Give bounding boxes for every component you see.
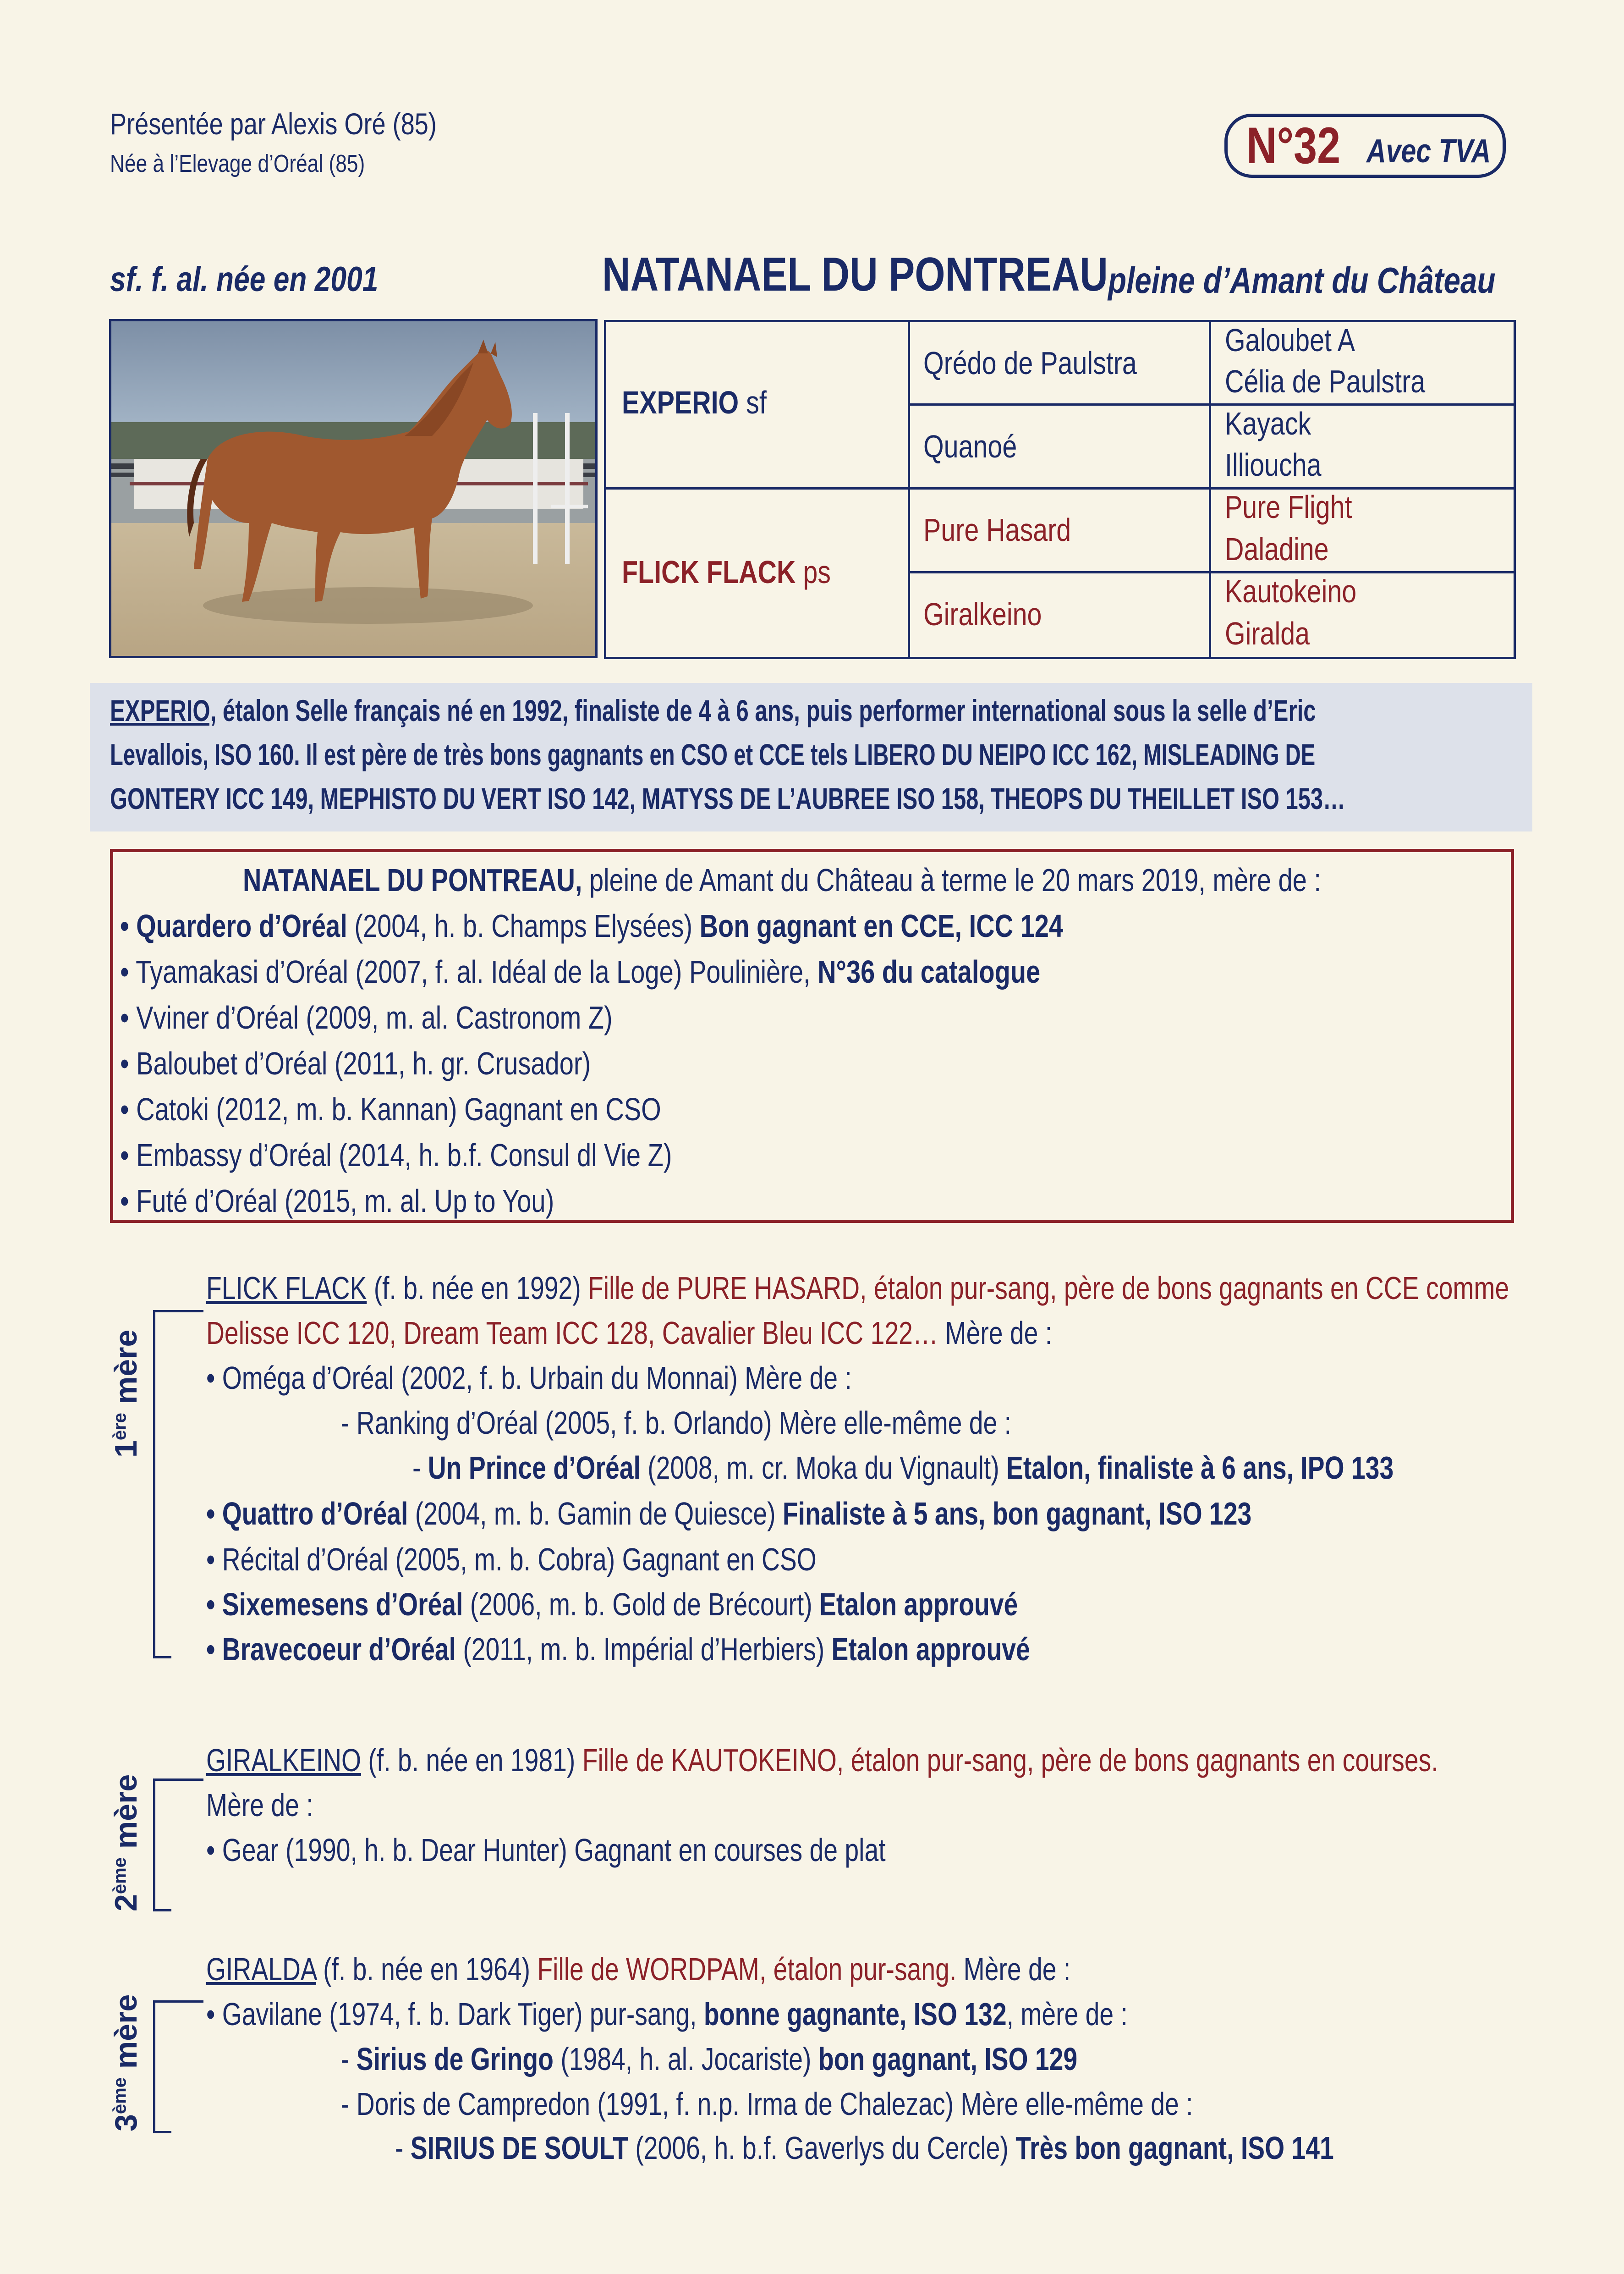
pedigree-ggp: Célia de Paulstra bbox=[1225, 363, 1426, 399]
pedigree-divider bbox=[908, 571, 1514, 573]
pedigree-ggp: Illioucha bbox=[1225, 447, 1322, 483]
third-dam-line: - SIRIUS DE SOULT (2006, h. b.f. Gaverlys du Cercle) Très bon gagnant, ISO 141 bbox=[395, 2130, 1334, 2166]
pedigree-divider bbox=[908, 322, 910, 657]
first-dam-line: • Sixemesens d’Oréal (2006, m. b. Gold de Brécourt) Etalon approuvé bbox=[206, 1586, 1018, 1622]
born-at: Née à l’Elevage d’Oréal (85) bbox=[110, 150, 365, 177]
pedigree-divider bbox=[908, 403, 1514, 406]
sire-info-line: EXPERIO, étalon Selle français né en 1992, finaliste de 4 à 6 ans, puis performer international sous la selle d’Eric bbox=[110, 694, 1316, 727]
pedigree-sire: EXPERIO sf bbox=[622, 385, 767, 420]
pedigree-sire-dam: Quanoé bbox=[923, 429, 1017, 464]
pedigree-ggp: Galoubet A bbox=[1225, 322, 1355, 358]
lot-tax: Avec TVA bbox=[1366, 133, 1491, 170]
first-dam-line: • Quattro d’Oréal (2004, m. b. Gamin de Quiesce) Finaliste à 5 ans, bon gagnant, ISO 123 bbox=[206, 1496, 1252, 1531]
pedigree-ggp: Kayack bbox=[1225, 406, 1311, 441]
third-dam-label: 3ème mère bbox=[109, 1994, 143, 2131]
first-dam-header: FLICK FLACK (f. b. née en 1992) Fille de PURE HASARD, étalon pur-sang, père de bons gagnants en CCE comme bbox=[206, 1270, 1509, 1306]
second-dam-line: • Gear (1990, h. b. Dear Hunter) Gagnant en courses de plat bbox=[206, 1832, 886, 1868]
sire-info-line: Levallois, ISO 160. Il est père de très bons gagnants en CSO et CCE tels LIBERO DU NEIPO ICC 162, MISLEADING DE bbox=[110, 738, 1316, 771]
produce-item: • Baloubet d’Oréal (2011, h. gr. Crusador) bbox=[120, 1046, 591, 1081]
pedigree-ggp: Kautokeino bbox=[1225, 573, 1357, 609]
first-dam-line: - Ranking d’Oréal (2005, f. b. Orlando) Mère elle-même de : bbox=[341, 1405, 1012, 1441]
horse-photo bbox=[109, 319, 598, 658]
pedigree-dam-dam: Giralkeino bbox=[923, 596, 1042, 632]
pedigree-dam: FLICK FLACK ps bbox=[622, 554, 831, 590]
produce-intro: NATANAEL DU PONTREAU, pleine de Amant du Château à terme le 20 mars 2019, mère de : bbox=[243, 862, 1321, 898]
first-dam-line: Delisse ICC 120, Dream Team ICC 128, Cavalier Bleu ICC 122… Mère de : bbox=[206, 1315, 1053, 1351]
pedigree-divider bbox=[1209, 322, 1211, 657]
horse-name: NATANAEL DU PONTREAU bbox=[602, 248, 1108, 301]
first-dam-line: - Un Prince d’Oréal (2008, m. cr. Moka du Vignault) Etalon, finaliste à 6 ans, IPO 133 bbox=[412, 1450, 1394, 1486]
first-dam-line: • Bravecoeur d’Oréal (2011, m. b. Impérial d’Herbiers) Etalon approuvé bbox=[206, 1631, 1030, 1667]
second-dam-line: Mère de : bbox=[206, 1787, 313, 1823]
pedigree-sire-sire: Qrédo de Paulstra bbox=[923, 345, 1137, 381]
third-dam-line: - Sirius de Gringo (1984, h. al. Jocariste) bon gagnant, ISO 129 bbox=[341, 2041, 1078, 2077]
produce-item: • Futé d’Oréal (2015, m. al. Up to You) bbox=[120, 1183, 554, 1219]
third-dam-bracket bbox=[153, 2131, 171, 2133]
second-dam-bracket bbox=[153, 1909, 171, 1911]
first-dam-line: • Oméga d’Oréal (2002, f. b. Urbain du Monnai) Mère de : bbox=[206, 1360, 852, 1396]
produce-item: • Vviner d’Oréal (2009, m. al. Castronom Z) bbox=[120, 1000, 613, 1035]
second-dam-bracket bbox=[153, 1778, 155, 1911]
second-dam-header: GIRALKEINO (f. b. née en 1981) Fille de KAUTOKEINO, étalon pur-sang, père de bons gagnants en courses. bbox=[206, 1742, 1438, 1778]
first-dam-line: • Récital d’Oréal (2005, m. b. Cobra) Gagnant en CSO bbox=[206, 1542, 817, 1577]
pedigree-dam-sire: Pure Hasard bbox=[923, 512, 1071, 548]
first-dam-label: 1ère mère bbox=[109, 1329, 143, 1458]
produce-item: • Embassy d’Oréal (2014, h. b.f. Consul dl Vie Z) bbox=[120, 1137, 672, 1173]
second-dam-bracket bbox=[153, 1778, 203, 1781]
second-dam-label: 2ème mère bbox=[109, 1774, 143, 1911]
first-dam-bracket bbox=[153, 1656, 171, 1658]
horse-description: sf. f. al. née en 2001 bbox=[110, 260, 379, 299]
first-dam-bracket bbox=[153, 1310, 203, 1312]
third-dam-bracket bbox=[153, 2000, 203, 2003]
third-dam-line: - Doris de Campredon (1991, f. n.p. Irma de Chalezac) Mère elle-même de : bbox=[341, 2086, 1193, 2122]
horse-subtitle: pleine d’Amant du Château bbox=[1108, 260, 1496, 301]
presented-by: Présentée par Alexis Oré (85) bbox=[110, 107, 437, 141]
produce-item: • Quardero d’Oréal (2004, h. b. Champs Elysées) Bon gagnant en CCE, ICC 124 bbox=[120, 908, 1063, 944]
produce-item: • Catoki (2012, m. b. Kannan) Gagnant en CSO bbox=[120, 1091, 661, 1127]
lot-number: N°32 bbox=[1246, 117, 1341, 174]
pedigree-ggp: Pure Flight bbox=[1225, 489, 1352, 525]
third-dam-header: GIRALDA (f. b. née en 1964) Fille de WORDPAM, étalon pur-sang. Mère de : bbox=[206, 1951, 1071, 1987]
horse-photo-image bbox=[111, 321, 595, 656]
pedigree-divider bbox=[606, 487, 1514, 490]
produce-item: • Tyamakasi d’Oréal (2007, f. al. Idéal de la Loge) Poulinière, N°36 du catalogue bbox=[120, 954, 1041, 990]
pedigree-table bbox=[604, 320, 1516, 659]
pedigree-ggp: Daladine bbox=[1225, 531, 1329, 567]
sire-info-line: GONTERY ICC 149, MEPHISTO DU VERT ISO 142, MATYSS DE L’AUBREE ISO 158, THEOPS DU THEILLET ISO 153… bbox=[110, 782, 1345, 815]
pedigree-ggp: Giralda bbox=[1225, 616, 1310, 651]
first-dam-bracket bbox=[153, 1310, 155, 1658]
third-dam-line: • Gavilane (1974, f. b. Dark Tiger) pur-sang, bonne gagnante, ISO 132, mère de : bbox=[206, 1996, 1128, 2032]
third-dam-bracket bbox=[153, 2000, 155, 2133]
